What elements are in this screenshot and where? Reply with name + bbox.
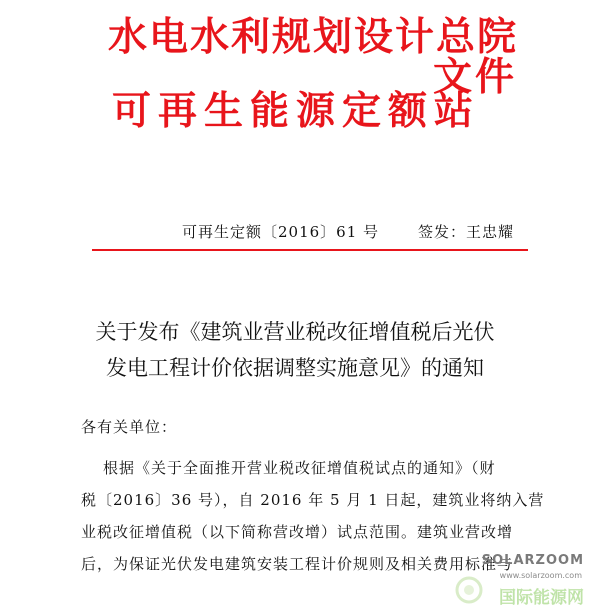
body-line: 根据《关于全面推开营业税改征增值税试点的通知》（财 <box>103 459 496 477</box>
issuer-name-line2: 可再生能源定额站 <box>112 89 481 134</box>
document-title-line2: 发电工程计价依据调整实施意见》的通知 <box>106 356 484 380</box>
watermark-brand: SOLARZOOM <box>481 553 584 568</box>
watermark-cn-name: 国际能源网 <box>499 588 584 608</box>
solar-logo-icon <box>454 575 484 605</box>
issuer-name-line1: 水电水利规划设计总院 <box>108 15 519 60</box>
watermark-url: www.solarzoom.com <box>499 571 582 580</box>
body-line: 税〔2016〕36 号），自 2016 年 5 月 1 日起，建筑业将纳入营 <box>81 491 545 509</box>
signer: 签发：王忠耀 <box>418 223 515 241</box>
watermark <box>454 549 584 608</box>
red-divider-rule <box>92 249 528 251</box>
document-number: 可再生定额〔2016〕61 号 <box>182 223 380 241</box>
body-line: 业税改征增值税（以下简称营改增）试点范围。建筑业营改增 <box>81 523 514 541</box>
document-title-line1: 关于发布《建筑业营业税改征增值税后光伏 <box>95 320 495 344</box>
document-type-label: 文件 <box>433 55 518 100</box>
body-line: 后，为保证光伏发电建筑安装工程计价规则及相关费用标准与 <box>81 555 514 573</box>
addressee: 各有关单位： <box>81 418 178 436</box>
